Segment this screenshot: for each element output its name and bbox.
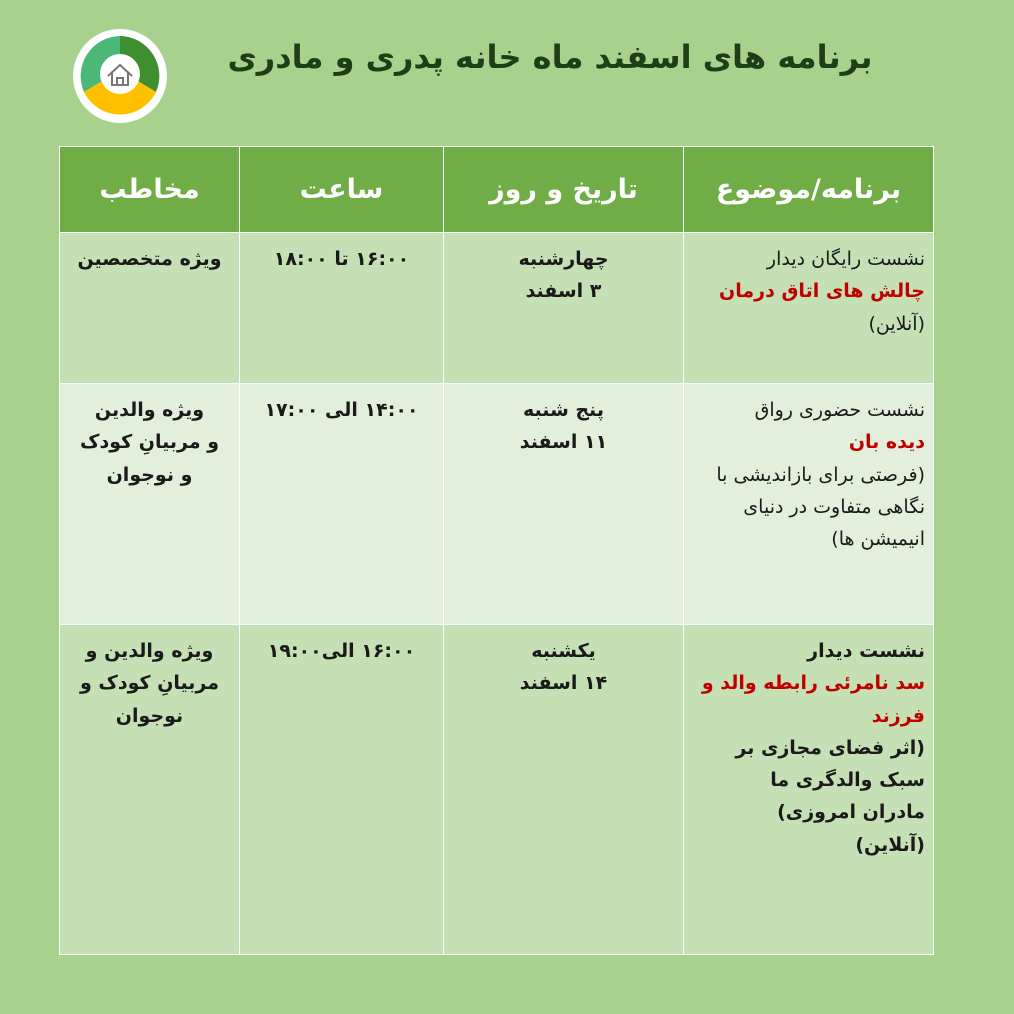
header-audience: مخاطب: [60, 147, 240, 233]
audience-line: و نوجوان: [106, 463, 193, 486]
date-cell: [444, 384, 684, 625]
date-cell: [444, 625, 684, 955]
time-cell: ۱۶:۰۰ تا ۱۸:۰۰: [240, 233, 444, 384]
audience-line: ویژه والدین و: [85, 640, 214, 662]
audience-cell: [60, 233, 240, 384]
table-row: [60, 233, 934, 384]
subject-extra: (آنلاین): [855, 833, 925, 856]
day-text: پنج شنبه: [523, 399, 604, 421]
subject-extra: نگاهی متفاوت در دنیای: [743, 495, 925, 518]
audience-line: نوجوان: [115, 704, 184, 727]
date-text: ۱۱ اسفند: [519, 431, 608, 454]
subject-extra: (آنلاین): [868, 312, 925, 335]
subject-cell: [684, 625, 934, 955]
header-row: [60, 147, 934, 233]
audience-cell: [60, 384, 240, 625]
audience-line: ویژه والدین: [94, 399, 205, 421]
subject-cell: [684, 384, 934, 625]
subject-extra: سبک والدگری ما: [770, 769, 925, 792]
time-cell: ۱۶:۰۰ الی۱۹:۰۰: [240, 625, 444, 955]
schedule-table: [59, 146, 934, 955]
audience-line: ویژه متخصصین: [77, 248, 222, 270]
logo: [72, 28, 168, 124]
day-text: یکشنبه: [531, 640, 596, 662]
page-title: برنامه های اسفند ماه خانه پدری و مادری: [227, 38, 873, 76]
date-cell: [444, 233, 684, 384]
subject-highlight: سد نامرئی رابطه والد و فرزند: [701, 672, 925, 727]
audience-cell: [60, 625, 240, 955]
header-subject: برنامه/موضوع: [684, 147, 934, 233]
time-cell: ۱۴:۰۰ الی ۱۷:۰۰: [240, 384, 444, 625]
subject-cell: [684, 233, 934, 384]
subject-extra: انیمیشن ها): [831, 528, 925, 551]
audience-line: و مربیانِ کودک: [79, 431, 220, 454]
date-text: ۱۴ اسفند: [519, 672, 608, 695]
table-row: [60, 625, 934, 955]
header-date: تاریخ و روز: [444, 147, 684, 233]
date-text: ۳ اسفند: [525, 280, 602, 303]
subject-extra: (اثر فضای مجازی بر: [735, 736, 925, 759]
subject-intro: نشست رایگان دیدار: [766, 248, 925, 270]
subject-highlight: چالش های اتاق درمان: [719, 280, 925, 303]
subject-intro: نشست دیدار: [807, 640, 925, 662]
audience-line: مربیانِ کودک و: [79, 672, 220, 695]
subject-intro: نشست حضوری رواق: [754, 399, 925, 421]
day-text: چهارشنبه: [518, 248, 609, 270]
table-row: [60, 384, 934, 625]
subject-extra: (فرصتی برای بازاندیشی با: [716, 463, 925, 486]
subject-highlight: دیده بان: [848, 431, 925, 454]
subject-extra: مادران امروزی): [777, 801, 925, 824]
header-time: ساعت: [240, 147, 444, 233]
